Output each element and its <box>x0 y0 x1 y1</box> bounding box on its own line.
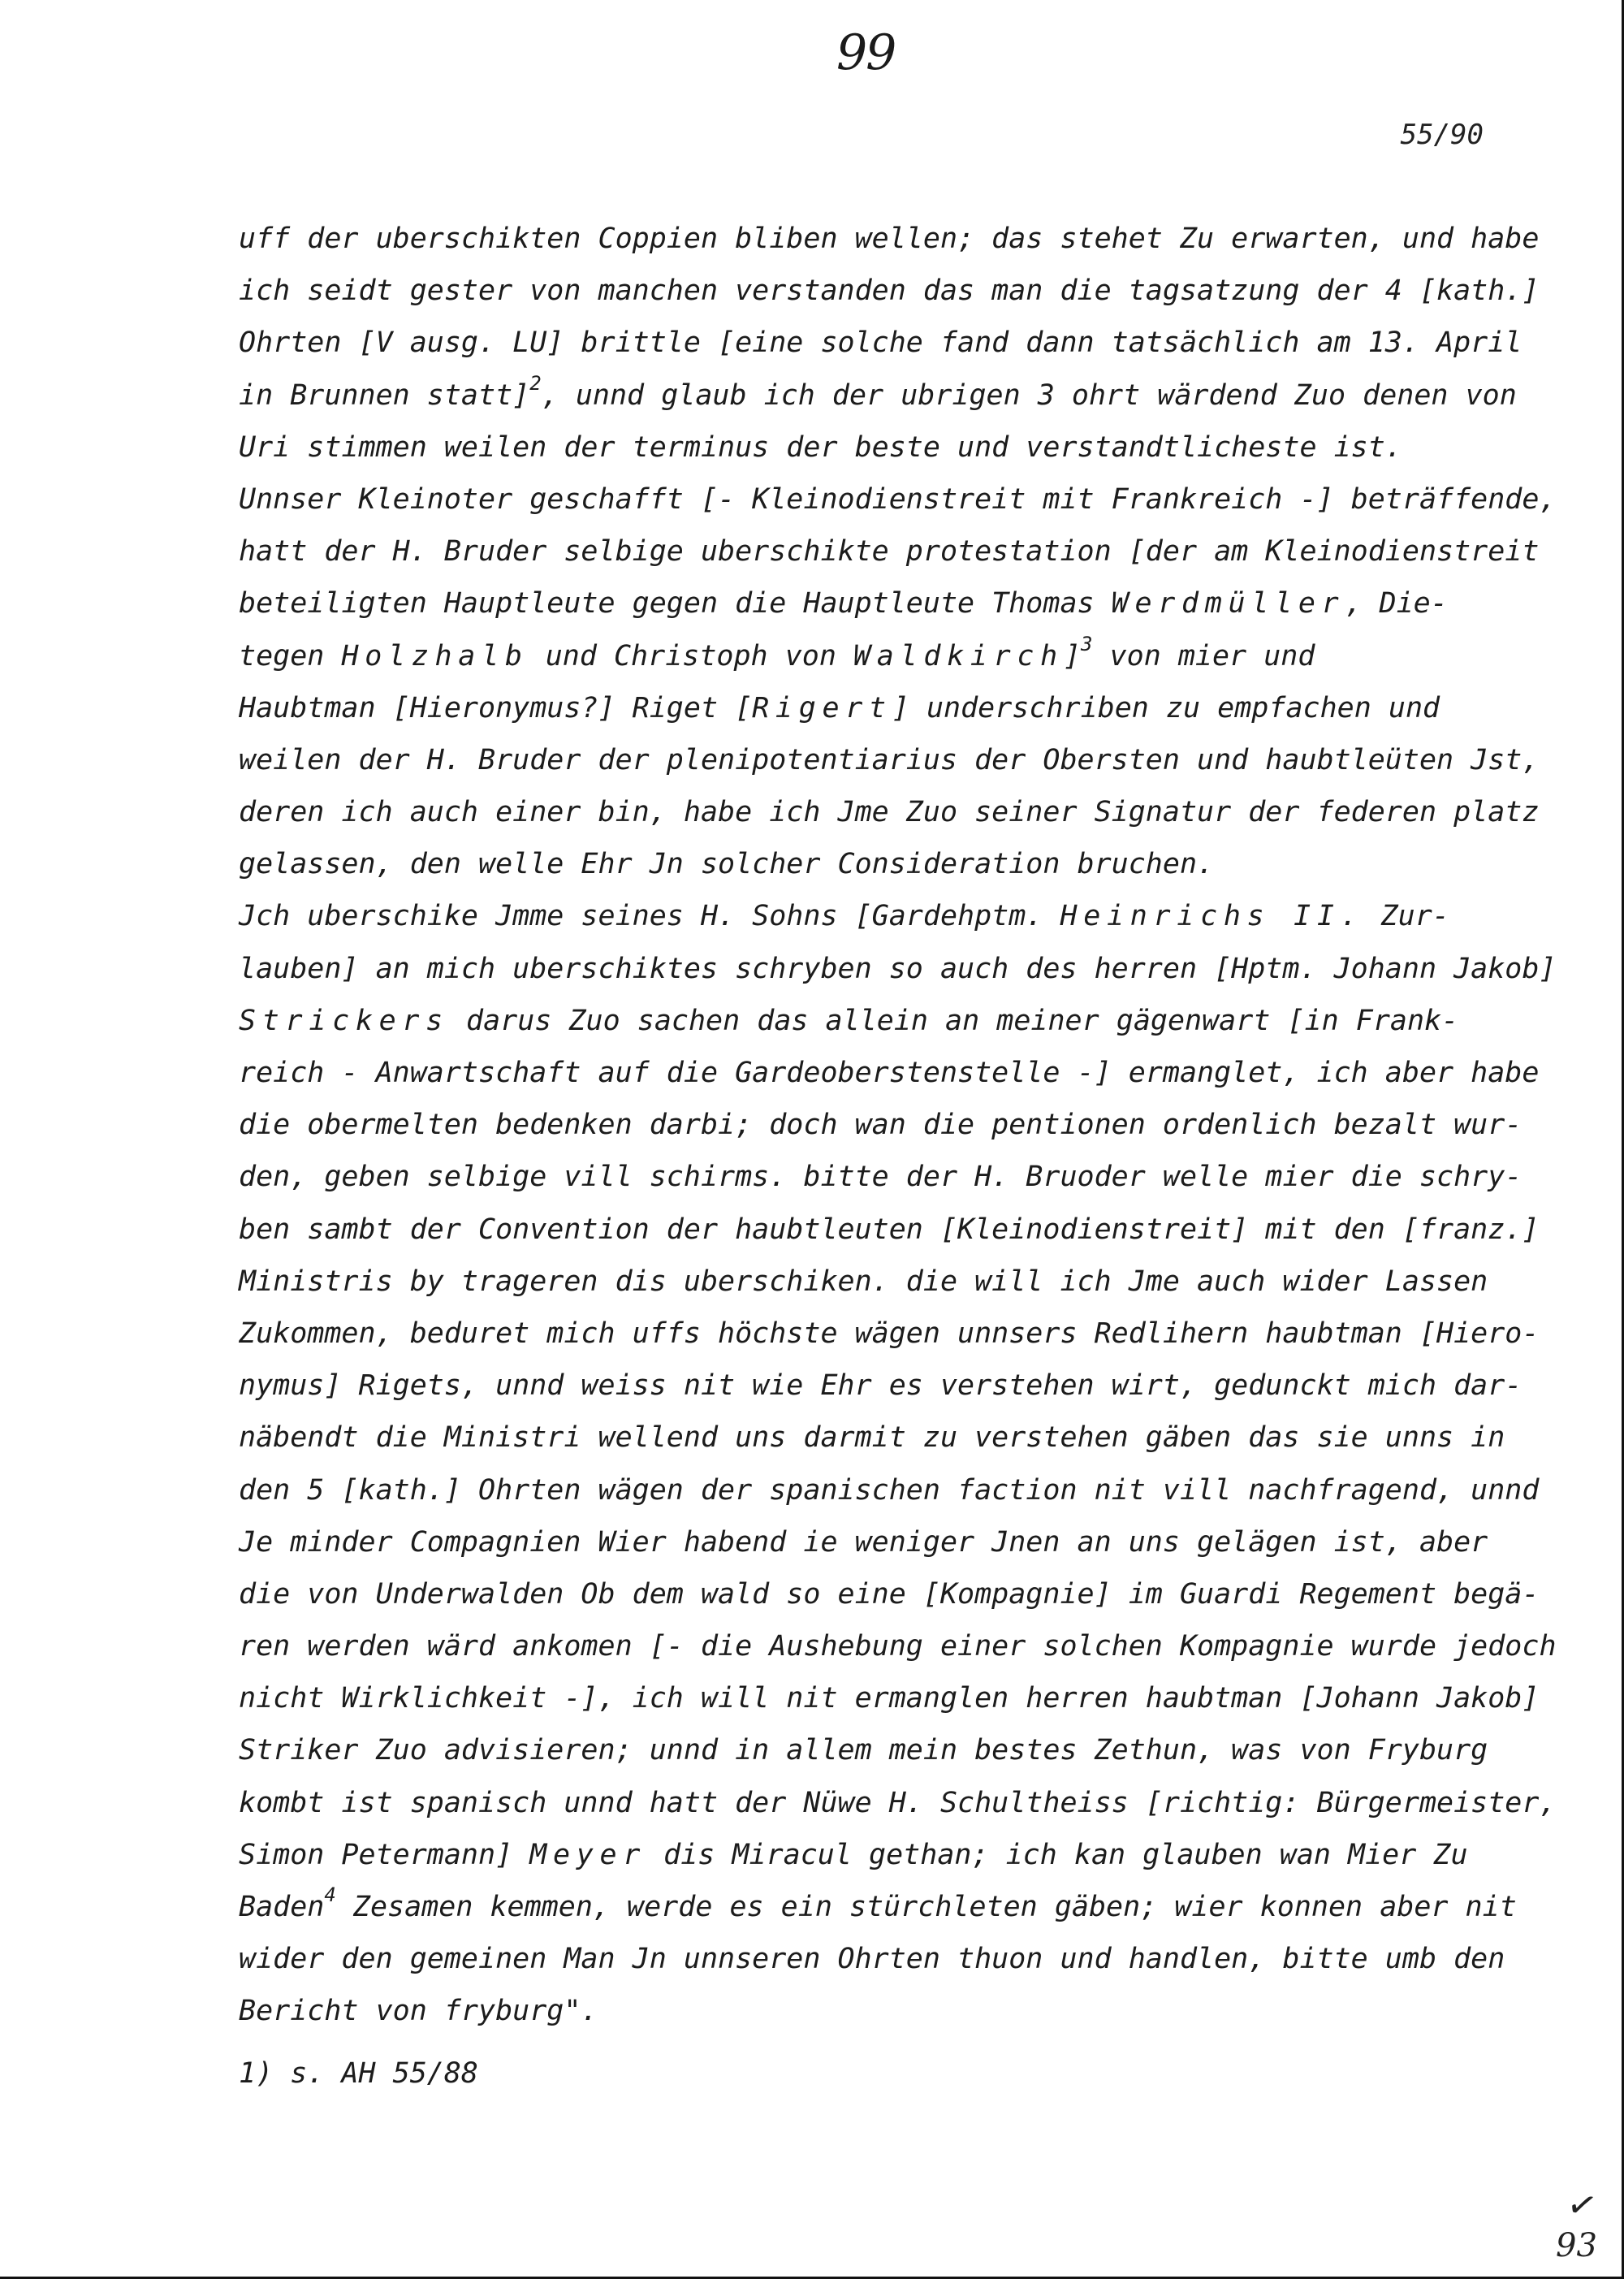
text-fragment: dis Miracul gethan; ich kan glauben wan Mier Zu <box>646 1838 1468 1871</box>
text-line: die obermelten bedenken darbi; doch wan die pentionen ordenlich bezalt wur- <box>239 1109 1522 1142</box>
text-fragment: in Brunnen statt] <box>239 378 530 412</box>
text-line: Striker Zuo advisieren; unnd in allem mein bestes Zethun, was von Fryburg <box>239 1734 1488 1767</box>
text-fragment: und Christoph von <box>528 639 853 672</box>
text-line: Zukommen, beduret mich uffs höchste wägen unnsers Redlihern haubtman [Hiero- <box>239 1317 1540 1350</box>
text-fragment: , unnd glaub ich der ubrigen 3 ohrt wärdend Zuo denen von <box>541 378 1517 412</box>
text-fragment: Jch uberschike Jmme seines H. Sohns [Gardehptm. <box>239 900 1060 933</box>
text-line <box>239 682 1505 734</box>
text-line: gelassen, den welle Ehr Jn solcher Consideration bruchen. <box>239 848 1215 881</box>
text-fragment: tegen <box>239 639 325 672</box>
text-line: ren werden wärd ankomen [- die Aushebung einer solchen Kompagnie wurde jedoch <box>239 1630 1557 1663</box>
text-line: Ministris by trageren dis uberschiken. die will ich Jme auch wider Lassen <box>239 1265 1488 1298</box>
text-line: Uri stimmen weilen der terminus der beste und verstandtlicheste ist. <box>239 430 1402 464</box>
text-line: weilen der H. Bruder der plenipotentiarius der Obersten und haubtleüten Jst, <box>239 743 1540 776</box>
footnote-mark: 3 <box>1081 632 1093 655</box>
text-fragment: Baden <box>239 1891 325 1923</box>
text-line: lauben] an mich uberschiktes schryben so auch des herren [Hptm. Johann Jakob] <box>239 952 1557 985</box>
text-fragment: Zesamen kemmen, werde es ein stürchleten gäben; wier konnen aber nit <box>335 1891 1517 1923</box>
spaced-name: Rigert <box>752 691 892 724</box>
text-fragment: , Die- <box>1345 587 1448 621</box>
text-line <box>239 995 1505 1047</box>
text-fragment: darus Zuo sachen das allein an meiner gägenwart [in Frank- <box>448 1004 1459 1037</box>
text-line: uff der uberschikten Coppien bliben wellen; das stehet Zu erwarten, und habe <box>239 223 1540 255</box>
text-line: wider den gemeinen Man Jn unnseren Ohrten thuon und handlen, bitte umb den <box>239 1943 1505 1976</box>
footnote-mark: 4 <box>324 1883 336 1906</box>
spaced-name: Heinrichs II. <box>1060 900 1364 933</box>
spaced-name: Holzhalb <box>341 639 529 672</box>
text-fragment: ] <box>1063 639 1082 672</box>
text-line: Unnser Kleinoter geschafft [- Kleinodienstreit mit Frankreich -] beträffende, <box>239 482 1557 516</box>
text-line: ich seidt gester von manchen verstanden das man die tagsatzung der 4 [kath.] <box>239 275 1540 308</box>
text-line: kombt ist spanisch unnd hatt der Nüwe H. Schultheiss [richtig: Bürgermeister, <box>239 1786 1557 1819</box>
text-line <box>239 1829 1505 1881</box>
letter-body <box>239 213 1557 2038</box>
text-line: ben sambt der Convention der haubtleuten [Kleinodienstreit] mit den [franz.] <box>239 1213 1540 1246</box>
text-line <box>239 890 1505 942</box>
text-line <box>239 1881 1517 1933</box>
text-line: Ohrten [V ausg. LU] brittle [eine solche fand dann tatsächlich am 13. April <box>239 326 1522 360</box>
footnote: 1) s. AH 55/88 <box>239 2057 479 2090</box>
check-mark-icon: ✓ <box>1563 2182 1601 2229</box>
text-line: nymus] Rigets, unnd weiss nit wie Ehr es verstehen wirt, gedunckt mich dar- <box>239 1369 1522 1403</box>
footnote-mark: 2 <box>529 371 542 395</box>
spaced-name: Strickers <box>239 1004 449 1037</box>
spaced-name: Werdmüller <box>1111 587 1345 621</box>
text-line <box>239 370 1517 422</box>
text-fragment: Simon Petermann] <box>239 1838 530 1871</box>
handwritten-page-number: 99 <box>836 24 896 81</box>
text-line <box>239 577 1505 629</box>
handwritten-corner-number: 93 <box>1556 2227 1597 2264</box>
text-line: Je minder Compagnien Wier habend ie weniger Jnen an uns gelägen ist, aber <box>239 1525 1488 1559</box>
text-line <box>239 630 1505 682</box>
text-fragment: Zur- <box>1363 900 1449 933</box>
text-line: den, geben selbige vill schirms. bitte der H. Bruoder welle mier die schry- <box>239 1161 1522 1194</box>
text-fragment: beteiligten Hauptleute gegen die Hauptleute Thomas <box>239 587 1095 621</box>
text-line: den 5 [kath.] Ohrten wägen der spanischen faction nit vill nachfragend, unnd <box>239 1473 1540 1507</box>
text-fragment: von mier und <box>1092 639 1315 672</box>
text-line: reich - Anwartschaft auf die Gardeoberstenstelle -] ermanglet, ich aber habe <box>239 1057 1540 1089</box>
text-fragment: ] underschriben zu empfachen und <box>892 691 1440 724</box>
text-line: nicht Wirklichkeit -], ich will nit ermanglen herren haubtman [Johann Jakob] <box>239 1682 1540 1715</box>
spaced-name: Waldkirch <box>853 639 1064 672</box>
archive-reference: 55/90 <box>1400 119 1484 151</box>
text-line: hatt der H. Bruder selbige uberschikte protestation [der am Kleinodienstreit <box>239 535 1540 569</box>
text-line: Bericht von fryburg". <box>239 1995 598 2028</box>
text-fragment: Haubtman [Hieronymus?] Riget [ <box>239 691 753 724</box>
spaced-name: Meyer <box>529 1838 647 1871</box>
text-line: die von Underwalden Ob dem wald so eine [Kompagnie] im Guardi Regement begä- <box>239 1577 1540 1611</box>
text-line: näbendt die Ministri wellend uns darmit zu verstehen gäben das sie unns in <box>239 1421 1505 1455</box>
text-line: deren ich auch einer bin, habe ich Jme Zuo seiner Signatur der federen platz <box>239 796 1540 829</box>
